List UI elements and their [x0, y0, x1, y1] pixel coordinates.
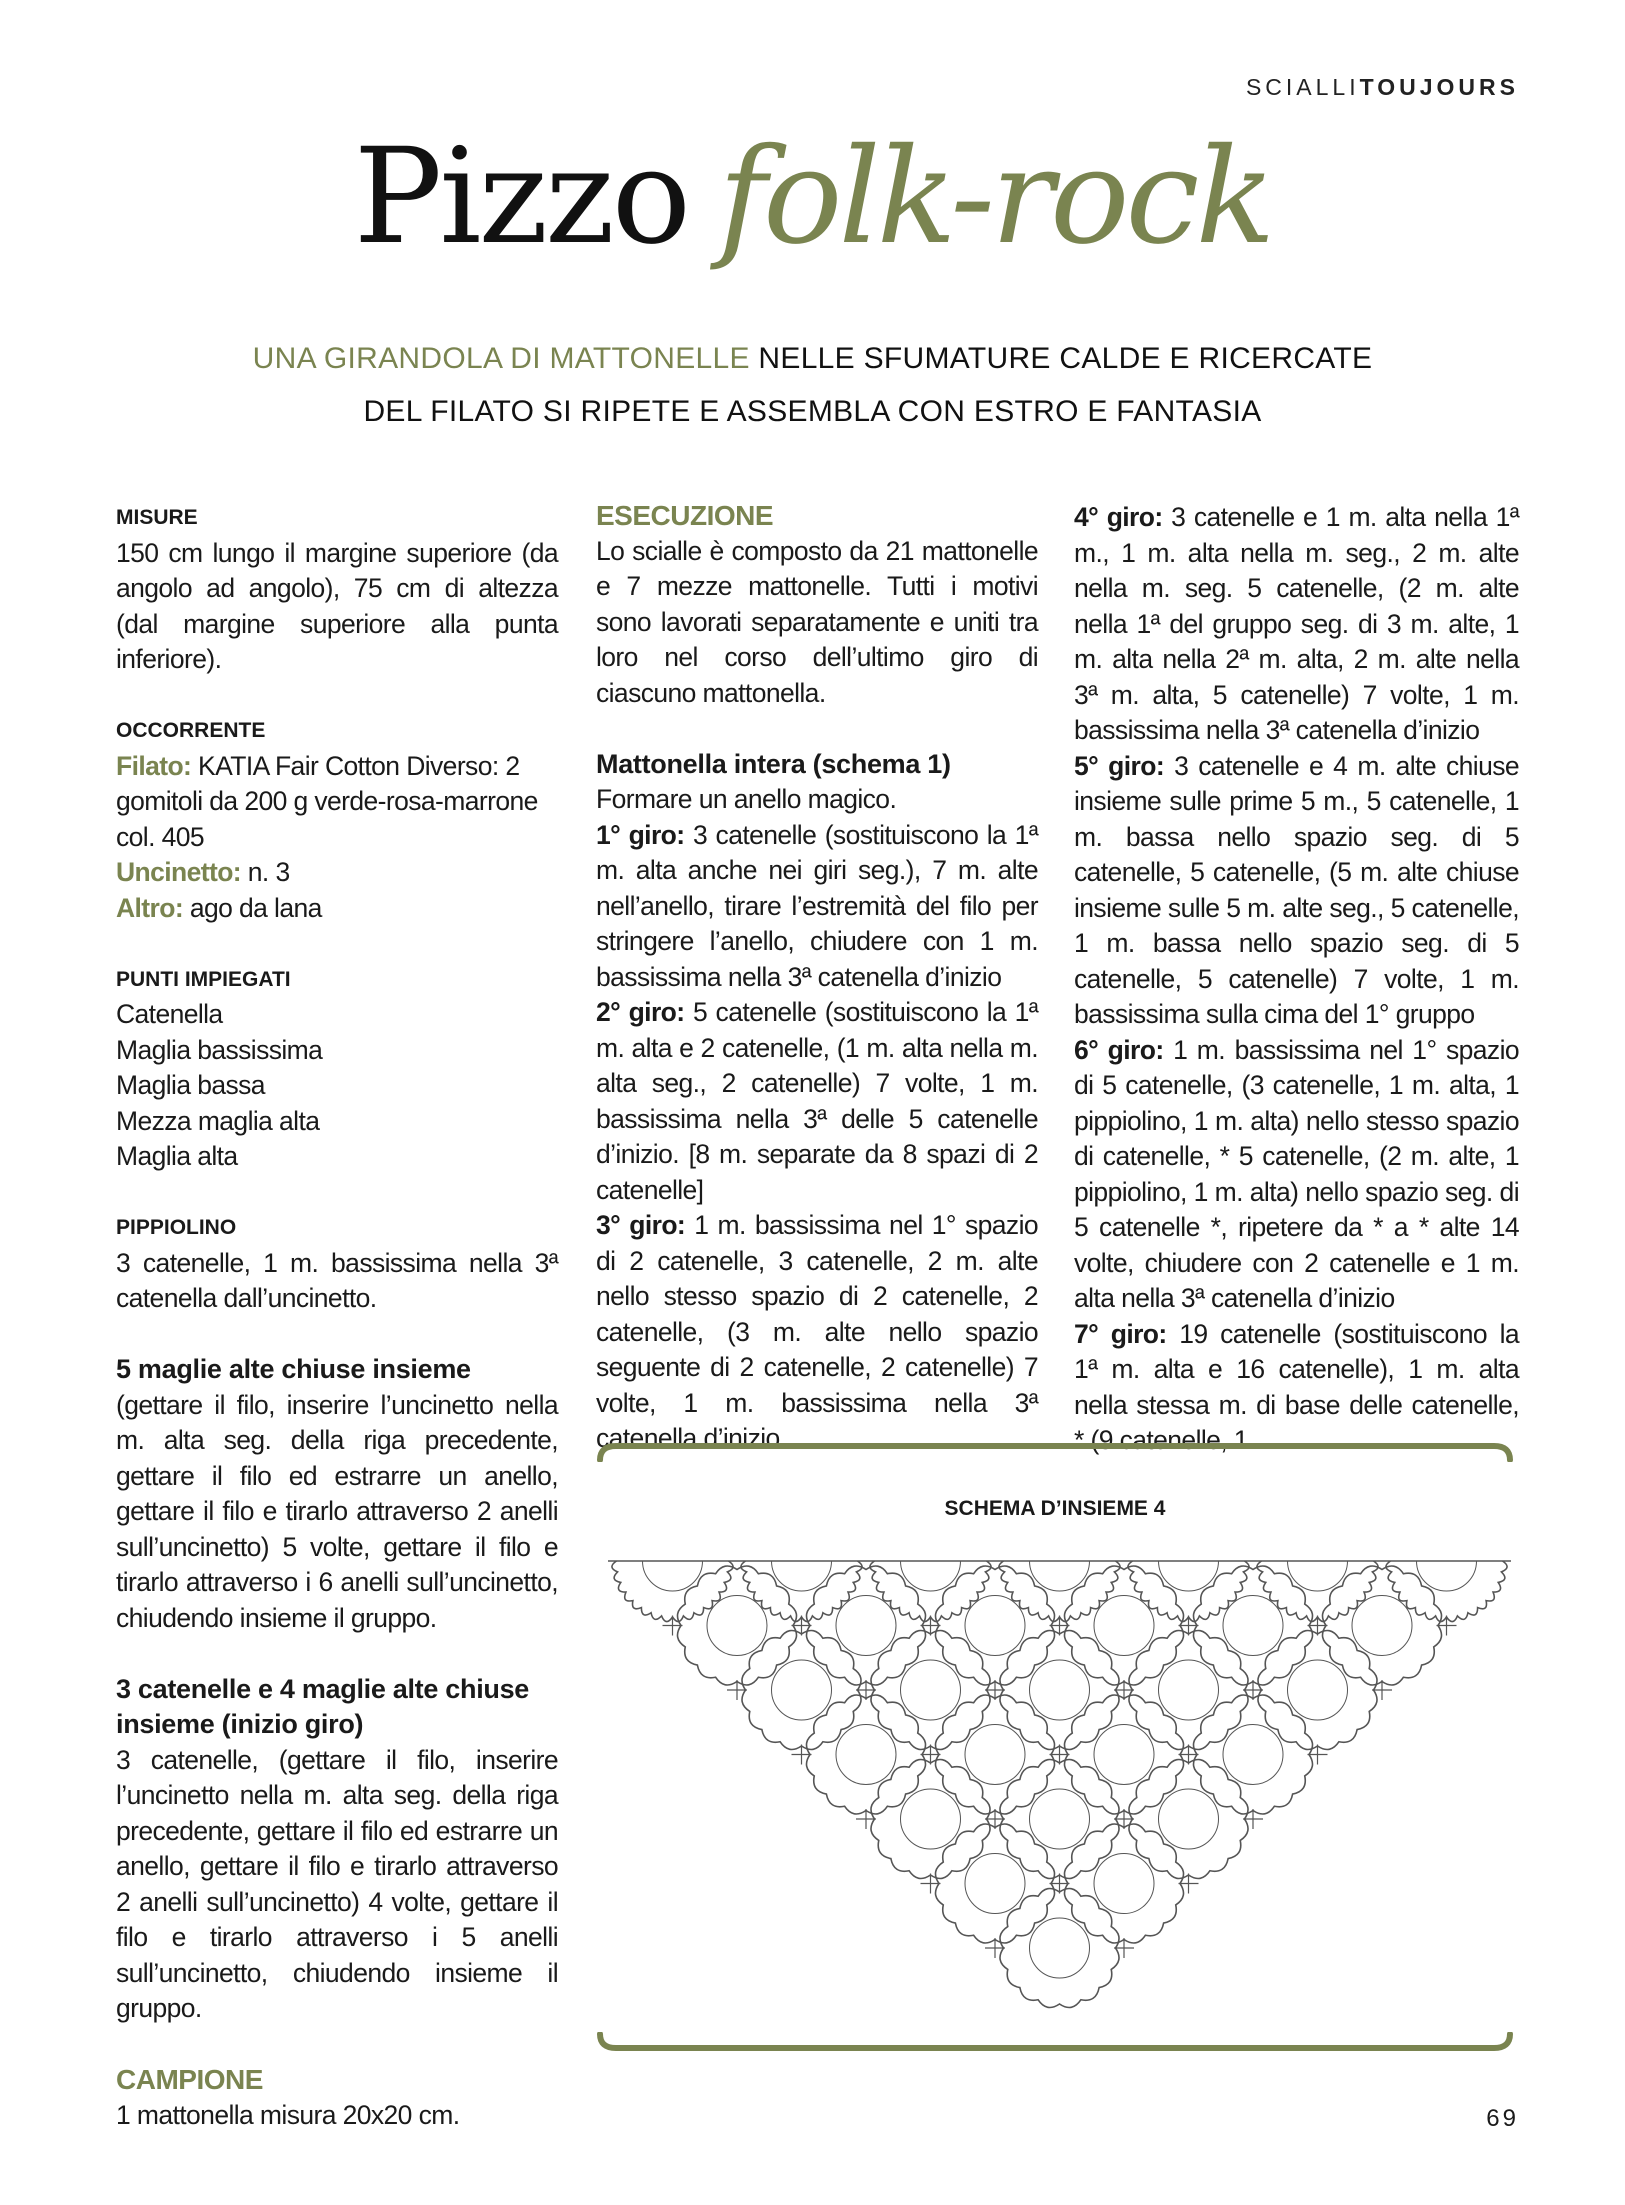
esecuzione-heading: ESECUZIONE: [596, 500, 774, 531]
half-tile-motif: [612, 1561, 733, 1622]
shawl-diagram: [600, 1545, 1520, 2035]
tile-join-mark: [1179, 1874, 1199, 1894]
full-tile-motif: [1258, 1630, 1377, 1749]
full-tile-motif: [1000, 1888, 1119, 2007]
cinque-text: (gettare il filo, inserire l’uncinetto nella m. alta seg. della riga precedente, gettare il filo ed estrarre un anello, gettare il filo e tirarlo attraverso 2 anelli sull’uncinetto) 5 volte, gettare il filo e tirarlo attraverso i 6 anelli sull’uncinetto, chiudendo insieme il gruppo.: [116, 1389, 558, 1633]
right-column: [1074, 500, 1519, 1459]
tile-join-mark: [985, 1938, 1005, 1958]
giro-label: 3° giro:: [596, 1210, 686, 1240]
uncinetto-label: Uncinetto:: [116, 857, 242, 887]
full-tile-motif: [871, 1759, 990, 1878]
full-tile-motif: [1322, 1566, 1441, 1685]
full-tile-motif: [935, 1695, 1054, 1814]
tile-join-mark: [1243, 1809, 1263, 1829]
giro-text: 5 catenelle (sostituiscono la 1ª m. alta e 2 catenelle, (1 m. alta nella m. alta seg., 2 catenelle) 7 volte, 1 m. bassissima nella 3ª delle 5 catenelle d’inizio. [8 m. separate da 8 spazi di 2 catenelle]: [596, 997, 1039, 1205]
full-tile-motif: [935, 1824, 1054, 1943]
giro-text: 3 catenelle (sostituiscono la 1ª m. alta anche nei giri seg.), 7 m. alte nell’anello, tirare l’estremità del filo per stringere l’anello, chiudere con 1 m. bassissima nella 3ª catenella d’inizio: [596, 819, 1039, 992]
punti-item: Mezza maglia alta: [116, 1105, 320, 1136]
tile-join-mark: [663, 1616, 683, 1636]
uncinetto-value: n. 3: [241, 857, 290, 887]
filato-text: [116, 749, 558, 856]
giro-5: [1074, 749, 1519, 1033]
full-tile-motif: [1064, 1566, 1183, 1685]
mattonella-heading: Mattonella intera (schema 1): [596, 748, 951, 779]
tile-join-mark: [792, 1616, 812, 1636]
esecuzione-text: Lo scialle è composto da 21 mattonelle e 7 mezze mattonelle. Tutti i motivi sono lavorati separatamente e uniti tra loro nel corso dell’ultimo giro di ciascuno mattonella.: [596, 535, 1038, 708]
full-tile-motif: [1193, 1695, 1312, 1814]
full-tile-motif: [1064, 1824, 1183, 1943]
schema-bottom-rule: [596, 2032, 1514, 2054]
tile-join-mark: [1179, 1745, 1199, 1765]
tile-join-mark: [1114, 1680, 1134, 1700]
tile-join-mark: [1243, 1680, 1263, 1700]
filato-value: KATIA Fair Cotton Diverso: 2 gomitoli da 200 g verde-rosa-marrone col. 405: [116, 750, 538, 852]
tile-join-mark: [856, 1809, 876, 1829]
tile-join-mark: [792, 1745, 812, 1765]
giro-label: 6° giro:: [1074, 1034, 1164, 1065]
giro-4: [1074, 500, 1519, 749]
title-script: folk-rock: [718, 120, 1272, 274]
uncinetto-text: [116, 855, 558, 891]
giro-text: 3 catenelle e 1 m. alta nella 1ª m., 1 m. alta nella m. seg., 2 m. alte nella m. seg. 5 catenelle, (2 m. alte nella 1ª del gruppo seg. di 3 m. alte, 1 m. alta nella 2ª m. alta, 2 m. alte nella 3ª m. alta, 5 catenelle) 7 volte, 1 m. bassissima nella 3ª catenella d’inizio: [1074, 502, 1520, 745]
pippiolino-heading: PIPPIOLINO: [116, 1216, 237, 1239]
half-tile-motif: [870, 1561, 991, 1622]
full-tile-motif: [742, 1630, 861, 1749]
subtitle-highlight: UNA GIRANDOLA DI MATTONELLE: [252, 342, 750, 375]
tile-join-mark: [856, 1680, 876, 1700]
altro-label: Altro:: [116, 892, 184, 923]
subtitle-rest: NELLE SFUMATURE CALDE E RICERCATE: [749, 342, 1373, 375]
tile-join-mark: [1050, 1745, 1070, 1765]
half-tile-motif: [999, 1561, 1120, 1622]
giro-2: [596, 995, 1038, 1208]
punti-heading: PUNTI IMPIEGATI: [116, 967, 291, 991]
campione-heading: CAMPIONE: [116, 2064, 263, 2095]
half-tile-motif: [1128, 1561, 1249, 1622]
misure-text: 150 cm lungo il margine superiore (da angolo ad angolo), 75 cm di altezza (dal margine superiore alla punta inferiore).: [116, 537, 558, 674]
punti-item: Catenella: [116, 999, 223, 1029]
giro-label: 2° giro:: [596, 997, 685, 1027]
tile-join-mark: [985, 1809, 1005, 1829]
campione-text: 1 mattonella misura 20x20 cm.: [116, 2099, 460, 2130]
schema-label: SCHEMA D’INSIEME 4: [944, 1497, 1166, 1520]
giro-label: 5° giro:: [1074, 750, 1165, 781]
full-tile-motif: [1064, 1695, 1183, 1814]
giro-text: 1 m. bassissima nel 1° spazio di 2 catenelle, 3 catenelle, 2 m. alte nello stesso spazio di 2 catenelle, 2 catenelle, (3 m. alte nello spazio seguente di 2 catenelle, 2 catenelle) 7 volte, 1 m. bassissima nella 3ª catenella d’inizio: [596, 1210, 1038, 1453]
misure-heading: MISURE: [116, 506, 198, 529]
title-plain: Pizzo: [353, 120, 689, 274]
left-column: [116, 500, 558, 2133]
tile-join-mark: [1050, 1616, 1070, 1636]
section-name: SCIALLI: [1245, 74, 1360, 100]
altro-value: ago da lana: [183, 892, 322, 923]
tre-text: 3 catenelle, (gettare il filo, inserire l’uncinetto nella m. alta seg. della riga precedente, gettare il filo ed estrarre un anello, gettare il filo e tirarlo attraverso 2 anelli sull’uncinetto) 4 volte, gettare il filo e tirarlo attraverso i 5 anelli sull’uncinetto, chiudendo insieme il gruppo.: [116, 1744, 558, 2023]
tile-join-mark: [1114, 1809, 1134, 1829]
full-tile-motif: [806, 1695, 925, 1814]
giro-6: [1074, 1033, 1519, 1317]
tile-join-mark: [985, 1680, 1005, 1700]
punti-item: Maglia bassa: [116, 1070, 265, 1100]
giro-3: [596, 1208, 1038, 1457]
giro-text: 3 catenelle e 4 m. alte chiuse insieme sulle prime 5 m., 5 catenelle, 1 m. bassa nello spazio seg. di 5 catenelle, 5 catenelle, (5 m. alte chiuse insieme sulle 5 m. alte seg., 5 catenelle, 1 m. bassa nello spazio seg. di 5 catenelle, 5 catenelle) 7 volte, 1 m. bassissima sulla cima del 1° gruppo: [1074, 750, 1519, 1029]
schema-top-rule: [596, 1440, 1514, 1462]
middle-column: [596, 498, 1038, 1457]
cinque-heading: 5 maglie alte chiuse insieme: [116, 1354, 471, 1384]
tre-heading: 3 catenelle e 4 maglie alte chiuse insieme (inizio giro): [116, 1673, 530, 1739]
mattonella-text: Formare un anello magico.: [596, 784, 897, 814]
tile-join-mark: [921, 1616, 941, 1636]
giro-7: [1074, 1317, 1519, 1459]
page-title: [0, 120, 1625, 274]
half-tile-motif: [741, 1561, 862, 1622]
giro-1: [596, 818, 1038, 996]
tile-join-mark: [727, 1680, 747, 1700]
pippiolino-text: 3 catenelle, 1 m. bassissima nella 3ª catenella dall’uncinetto.: [116, 1247, 558, 1313]
full-tile-motif: [677, 1566, 796, 1685]
tile-join-mark: [1114, 1938, 1134, 1958]
half-tile-motif: [1257, 1561, 1378, 1622]
giro-label: 4° giro:: [1074, 502, 1163, 532]
tile-join-mark: [1308, 1616, 1328, 1636]
half-tile-motif: [1386, 1561, 1507, 1622]
full-tile-motif: [1193, 1566, 1312, 1685]
subtitle-line-2: DEL FILATO SI RIPETE E ASSEMBLA CON ESTRO E FANTASIA: [363, 395, 1262, 428]
full-tile-motif: [1000, 1630, 1119, 1749]
tile-join-mark: [921, 1745, 941, 1765]
page-number: 69: [1486, 2105, 1519, 2132]
tile-join-mark: [1050, 1874, 1070, 1894]
full-tile-motif: [871, 1630, 990, 1749]
giro-text: 19 catenelle (sostituiscono la 1ª m. alta e 16 catenelle), 1 m. alta nella stessa m. di base delle catenelle, * (9 catenelle, 1: [1074, 1318, 1519, 1455]
punti-item: Maglia bassissima: [116, 1034, 323, 1065]
tile-join-mark: [921, 1874, 941, 1894]
punti-item: Maglia alta: [116, 1141, 238, 1171]
filato-label: Filato:: [116, 750, 192, 781]
tile-join-mark: [1308, 1745, 1328, 1765]
giro-text: 1 m. bassissima nel 1° spazio di 5 catenelle, (3 catenelle, 1 m. alta, 1 pippiolino, 1 m. alta) nello stesso spazio di catenelle, * 5 catenelle, (2 m. alte, 1 pippiolino, 1 m. alta) nello spazio seg. di 5 catenelle *, ripetere da * a * alte 14 volte, chiudere con 2 catenelle e 1 m. alta nella 3ª catenella d’inizio: [1074, 1034, 1519, 1313]
full-tile-motif: [1000, 1759, 1119, 1878]
full-tile-motif: [806, 1566, 925, 1685]
full-tile-motif: [935, 1566, 1054, 1685]
altro-text: [116, 891, 558, 927]
occorrente-heading: OCCORRENTE: [116, 719, 266, 742]
full-tile-motif: [1129, 1630, 1248, 1749]
section-name-bold: TOUJOURS: [1359, 74, 1519, 100]
giro-label: 1° giro:: [596, 819, 685, 850]
full-tile-motif: [1129, 1759, 1248, 1878]
subtitle-line-1: [0, 342, 1625, 376]
giro-label: 7° giro:: [1074, 1318, 1167, 1349]
section-header: [1246, 74, 1519, 101]
tile-join-mark: [1179, 1616, 1199, 1636]
tile-join-mark: [1372, 1680, 1392, 1700]
tile-join-mark: [1437, 1616, 1457, 1636]
